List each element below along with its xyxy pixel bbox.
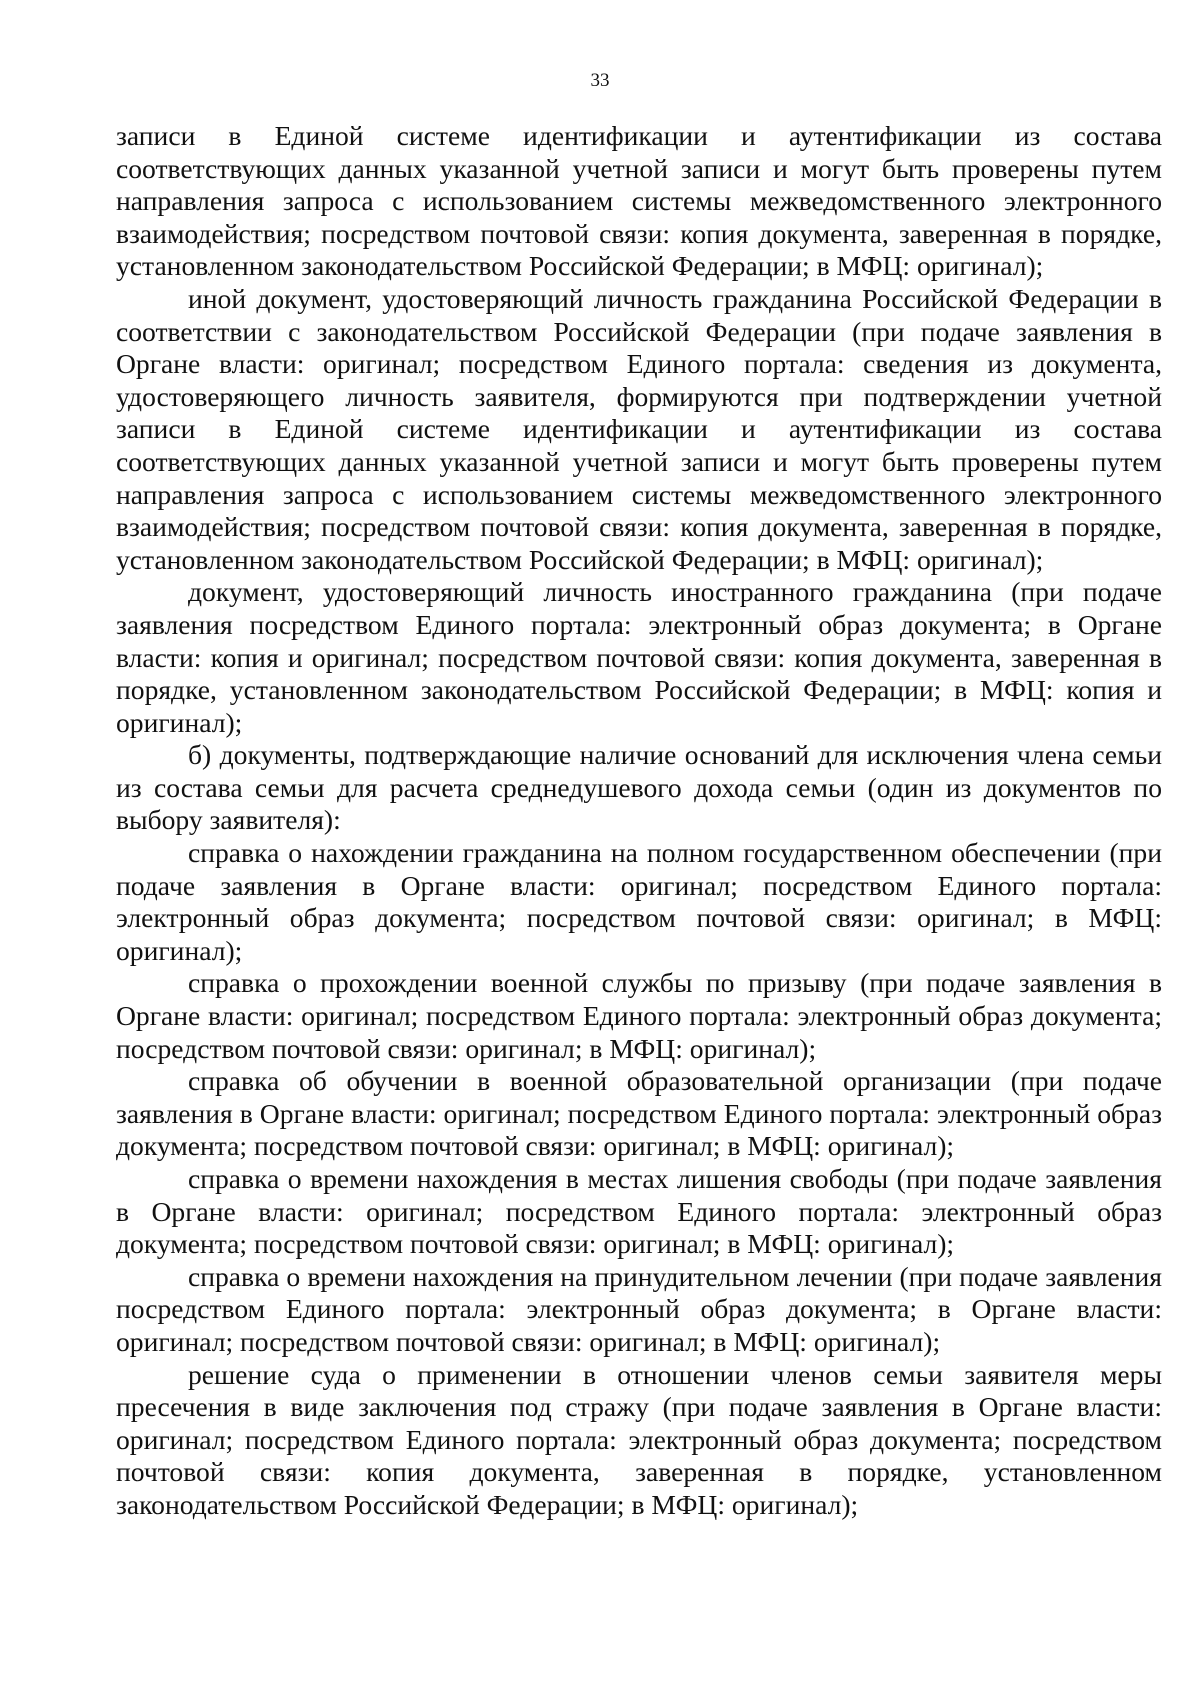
paragraph-foreign-citizen-document: документ, удостоверяющий личность иностранного гражданина (при подаче заявления посредством Единого портала: электронный образ документа; в Органе власти: копия и оригинал; посредством почтовой связи: копия документа, заверенная в порядке, установленном законодательством Российской Федерации; в МФЦ: копия и оригинал); bbox=[116, 576, 1162, 738]
paragraph-military-education-certificate: справка об обучении в военной образовательной организации (при подаче заявления в Органе власти: оригинал; посредством Единого портала: электронный образ документа; посредством почтовой связи: оригинал; в МФЦ: оригинал); bbox=[116, 1065, 1162, 1162]
page-number: 33 bbox=[590, 70, 610, 91]
paragraph-compulsory-treatment-certificate: справка о времени нахождения на принудительном лечении (при подаче заявления посредством Единого портала: электронный образ документа; в Органе власти: оригинал; посредством почтовой связи: оригинал; в МФЦ: оригинал); bbox=[116, 1260, 1162, 1357]
paragraph-exclusion-grounds: б) документы, подтверждающие наличие оснований для исключения члена семьи из состава семьи для расчета среднедушевого дохода семьи (один из документов по выбору заявителя): bbox=[116, 739, 1162, 836]
document-body bbox=[116, 120, 1162, 1522]
paragraph-military-service-certificate: справка о прохождении военной службы по призыву (при подаче заявления в Органе власти: оригинал; посредством Единого портала: электронный образ документа; посредством почтовой связи: оригинал; в МФЦ: оригинал); bbox=[116, 967, 1162, 1064]
paragraph-court-decision: решение суда о применении в отношении членов семьи заявителя меры пресечения в виде заключения под стражу (при подаче заявления в Органе власти: оригинал; посредством Единого портала: электронный образ документа; посредством почтовой связи: копия документа, заверенная в порядке, установленном законодательством Российской Федерации; в МФЦ: оригинал); bbox=[116, 1358, 1162, 1520]
paragraph-state-support-certificate: справка о нахождении гражданина на полном государственном обеспечении (при подаче заявления в Органе власти: оригинал; посредством Единого портала: электронный образ документа; посредством почтовой связи: оригинал; в МФЦ: оригинал); bbox=[116, 837, 1162, 966]
paragraph-imprisonment-certificate: справка о времени нахождения в местах лишения свободы (при подаче заявления в Органе власти: оригинал; посредством Единого портала: электронный образ документа; посредством почтовой связи: оригинал; в МФЦ: оригинал); bbox=[116, 1163, 1162, 1260]
paragraph-other-identity-document: иной документ, удостоверяющий личность гражданина Российской Федерации в соответствии с законодательством Российской Федерации (при подаче заявления в Органе власти: оригинал; посредством Единого портала: сведения из документа, удостоверяющего личность заявителя, формируются при подтверждении учетной записи в Единой системе идентификации и аутентификации из состава соответствующих данных указанной учетной записи и могут быть проверены путем направления запроса с использованием системы межведомственного электронного взаимодействия; посредством почтовой связи: копия документа, заверенная в порядке, установленном законодательством Российской Федерации; в МФЦ: оригинал); bbox=[116, 282, 1162, 575]
paragraph-passport-continuation: записи в Единой системе идентификации и аутентификации из состава соответствующих данных указанной учетной записи и могут быть проверены путем направления запроса с использованием системы межведомственного электронного взаимодействия; посредством почтовой связи: копия документа, заверенная в порядке, установленном законодательством Российской Федерации; в МФЦ: оригинал); bbox=[116, 120, 1162, 282]
